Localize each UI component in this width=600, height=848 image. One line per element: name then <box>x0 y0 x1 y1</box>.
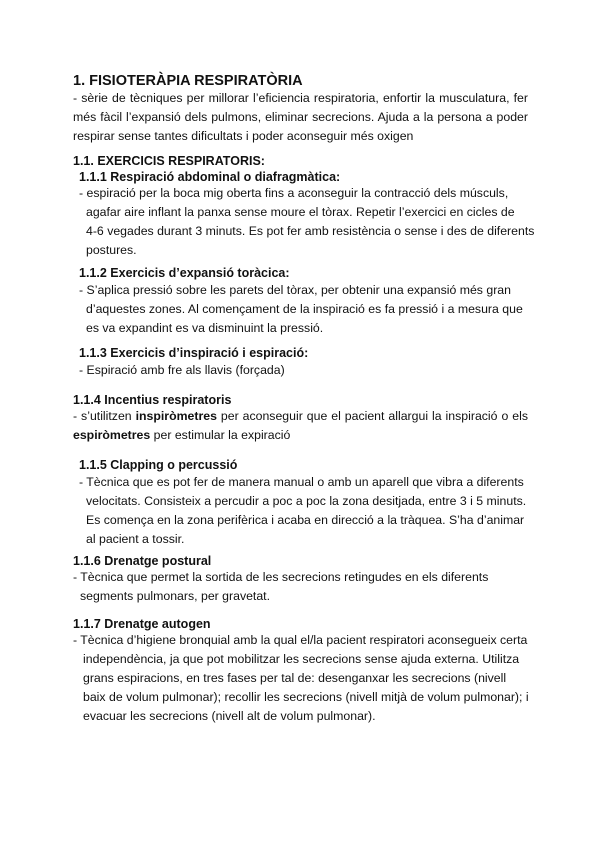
term-espirometres: espiròmetres <box>73 428 151 442</box>
text-line: agafar aire inflant la panxa sense moure el tòrax. Repetir l’exercici en cicles de <box>86 205 515 219</box>
intro-line: més fàcil l’expansió dels pulmons, eliminar secrecions. Ajuda a la persona a poder <box>73 110 528 124</box>
section-1-1-6-text <box>73 568 488 606</box>
text-line: al pacient a tossir. <box>86 532 185 546</box>
section-heading-1-1-6: 1.1.6 Drenatge postural <box>73 554 212 568</box>
intro-line: - sèrie de tècniques per millorar l’eficiencia respiratoria, enfortir la musculatura, fer <box>73 91 528 105</box>
section-1-1-1-text <box>79 184 534 260</box>
text-line: es va expandint es va disminuint la pressió. <box>86 321 324 335</box>
text-line: independència, ja que pot mobilitzar les secrecions sense ajuda externa. Utilitza <box>83 652 520 666</box>
section-1-1-4-text <box>73 407 528 445</box>
text-line: - S’aplica pressió sobre les parets del tòrax, per obtenir una expansió més gran <box>79 283 511 297</box>
section-heading-1-1-7: 1.1.7 Drenatge autogen <box>73 617 211 631</box>
text-line: evacuar les secrecions (nivell alt de volum pulmonar). <box>83 709 376 723</box>
text-line: - Espiració amb fre als llavis (forçada) <box>79 363 285 377</box>
text-line: d’aquestes zones. Al començament de la inspiració es fa pressió i a mesura que <box>86 302 523 316</box>
section-1-1-7-text <box>73 631 529 726</box>
text-line: 4-6 vegades durant 3 minuts. Es pot fer amb resistència o sense i des de diferents <box>86 224 535 238</box>
text-line: - espiració per la boca mig oberta fins a aconseguir la contracció dels músculs, <box>79 186 509 200</box>
intro-line: respirar sense tantes dificultats i poder aconseguir més oxigen <box>73 129 414 143</box>
section-heading-1-1-3: 1.1.3 Exercicis d’inspiració i espiració: <box>79 346 309 360</box>
text-line: velocitats. Consisteix a percudir a poc a poc la zona desitjada, entre 3 i 5 minuts. <box>86 494 527 508</box>
section-heading-1-1-4: 1.1.4 Incentius respiratoris <box>73 393 232 407</box>
section-1-1-3-text <box>79 361 285 380</box>
section-heading-1-1-1: 1.1.1 Respiració abdominal o diafragmàtica: <box>79 170 341 184</box>
text-line: - Tècnica d’higiene bronquial amb la qual el/la pacient respiratori aconsegueix certa <box>73 633 528 647</box>
text-line: postures. <box>86 243 137 257</box>
section-heading-1-1-2: 1.1.2 Exercicis d’expansió toràcica: <box>79 266 290 280</box>
text-line: espiròmetres per estimular la expiració <box>73 428 291 442</box>
text-line: - s’utilitzen inspiròmetres per aconseguir que el pacient allargui la inspiració o els <box>73 409 528 423</box>
section-1-1-5-text <box>79 473 526 549</box>
section-heading-1-1: 1.1. EXERCICIS RESPIRATORIS: <box>73 154 265 168</box>
text-line: grans espiracions, en tres fases per tal de: desenganxar les secrecions (nivell <box>83 671 507 685</box>
text-line: segments pulmonars, per gravetat. <box>80 589 271 603</box>
text-line: - Tècnica que permet la sortida de les secrecions retingudes en els diferents <box>73 570 489 584</box>
text-line: - Tècnica que es pot fer de manera manual o amb un aparell que vibra a diferents <box>79 475 524 489</box>
section-heading-1-1-5: 1.1.5 Clapping o percussió <box>79 458 238 472</box>
text-line: baix de volum pulmonar); recollir les secrecions (nivell mitjà de volum pulmonar); i <box>83 690 529 704</box>
section-1-1-2-text <box>79 281 523 338</box>
term-inspirometres: inspiròmetres <box>135 409 217 423</box>
text-line: Es comença en la zona perifèrica i acaba en direcció a la tràquea. S’ha d’animar <box>86 513 525 527</box>
page-title: 1. FISIOTERÀPIA RESPIRATÒRIA <box>73 73 303 89</box>
intro-paragraph <box>73 89 528 146</box>
